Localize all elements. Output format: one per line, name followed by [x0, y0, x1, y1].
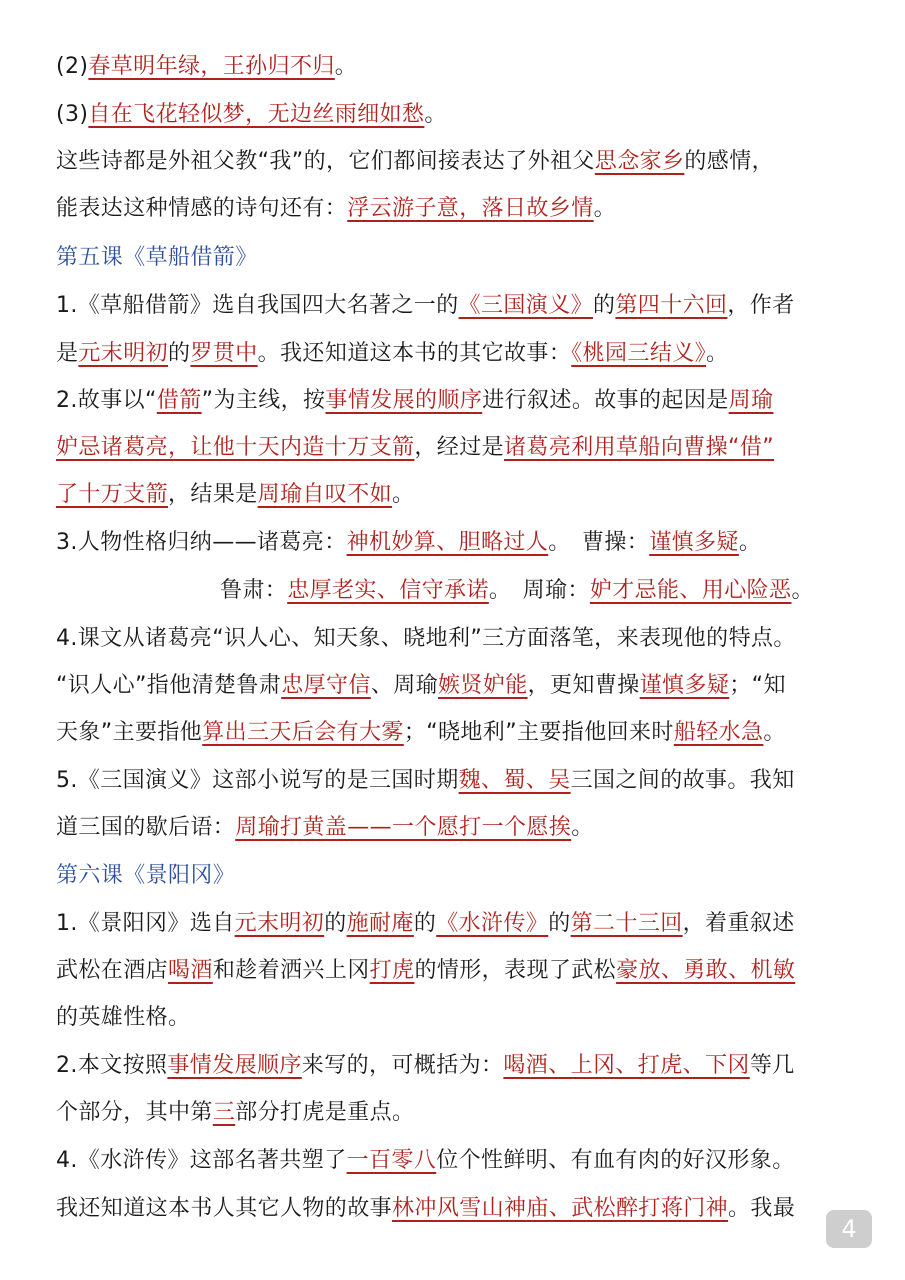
- body-text: 和趁着洒兴上冈: [212, 958, 370, 983]
- body-text: 、周瑜: [370, 673, 439, 698]
- text-line: [56, 52, 357, 82]
- page-number-badge: 4: [826, 1210, 872, 1248]
- body-text: 等几: [749, 1053, 795, 1078]
- body-text: 的: [548, 911, 571, 936]
- answer-text: 林冲风雪山神庙、武松醉打蒋门神: [392, 1196, 729, 1221]
- body-text: 2.故事以“: [56, 388, 157, 413]
- text-line: [56, 1051, 795, 1081]
- body-text: 4.课文从诸葛亮“识人心、知天象、晓地利”三方面落笔，来表现他的特点。: [56, 626, 796, 651]
- body-text: 1.《景阳冈》选自: [56, 911, 235, 936]
- body-text: 。我还知道这本书的其它故事：: [257, 341, 572, 366]
- body-text: (3): [56, 102, 89, 127]
- body-text: 。 曹操：: [548, 530, 650, 555]
- body-text: 。: [593, 196, 617, 221]
- body-text: 5.《三国演义》这部小说写的是三国时期: [56, 768, 459, 793]
- body-text: 的情形，表现了武松: [414, 958, 617, 983]
- text-line: [56, 909, 795, 939]
- body-text: 。: [738, 530, 762, 555]
- text-line: [220, 576, 814, 606]
- text-line: [56, 1194, 795, 1224]
- body-text: 位个性鲜明、有血有肉的好汉形象。: [436, 1148, 795, 1173]
- body-text: 武松在酒店: [56, 958, 169, 983]
- text-line: [56, 624, 796, 654]
- answer-text: 周瑜打黄盖——一个愿打一个愿挨: [235, 815, 572, 840]
- answer-text: 借箭: [156, 388, 202, 413]
- body-text: ，作者: [727, 293, 795, 318]
- body-text: 3.人物性格归纳——诸葛亮：: [56, 530, 347, 555]
- answer-text: 《桃园三结义》: [571, 341, 707, 366]
- text-line: [56, 1098, 414, 1128]
- answer-text: 事情发展顺序: [167, 1053, 302, 1078]
- answer-text: 谨慎多疑: [649, 530, 739, 555]
- answer-text: 春草明年绿，王孙归不归: [88, 54, 335, 79]
- text-line: [56, 194, 616, 224]
- answer-text: 了十万支箭: [56, 482, 169, 507]
- body-text: 。: [334, 54, 358, 79]
- answer-text: 一百零八: [346, 1148, 437, 1173]
- answer-text: 魏、蜀、吴: [458, 768, 571, 793]
- body-text: 个部分，其中第: [56, 1100, 213, 1125]
- body-text: 的: [168, 341, 191, 366]
- text-line: [56, 433, 774, 463]
- answer-text: 思念家乡: [594, 149, 685, 174]
- text-line: [56, 386, 773, 416]
- answer-text: 罗贯中: [190, 341, 258, 366]
- answer-text: 打虎: [369, 958, 415, 983]
- answer-text: 第四十六回: [615, 293, 728, 318]
- body-text: 道三国的歇后语：: [56, 815, 236, 840]
- answer-text: 船轻水急: [673, 720, 764, 745]
- body-text: 三国之间的故事。我知: [570, 768, 795, 793]
- body-text: 。: [706, 341, 729, 366]
- body-text: 4.《水浒传》这部名著共塑了: [56, 1148, 347, 1173]
- answer-text: 三: [212, 1100, 236, 1125]
- body-text: 第五课《草船借箭》: [56, 245, 258, 270]
- text-line: [56, 100, 447, 130]
- answer-text: 周瑜自叹不如: [257, 482, 393, 507]
- body-text: 能表达这种情感的诗句还有：: [56, 196, 348, 221]
- body-text: 来写的，可概括为：: [301, 1053, 504, 1078]
- answer-text: 算出三天后会有大雾: [202, 720, 404, 745]
- answer-text: 忠厚老实、信守承诺: [287, 578, 489, 603]
- body-text: 1.《草船借箭》选自我国四大名著之一的: [56, 293, 459, 318]
- body-text: 我还知道这本书人其它人物的故事: [56, 1196, 393, 1221]
- body-text: 的: [324, 911, 347, 936]
- text-line: [56, 291, 795, 321]
- text-line: [56, 480, 414, 510]
- body-text: (2): [56, 54, 89, 79]
- answer-text: 施耐庵: [346, 911, 414, 936]
- answer-text: 嫉贤妒能: [438, 673, 528, 698]
- answer-text: 忠厚守信: [281, 673, 371, 698]
- text-line: [56, 956, 795, 986]
- answer-text: 自在飞花轻似梦，无边丝雨细如愁: [88, 102, 425, 127]
- text-line: [56, 1003, 190, 1033]
- answer-text: 《水浒传》: [436, 911, 549, 936]
- answer-text: 妒忌诸葛亮，让他十天内造十万支箭: [56, 435, 415, 460]
- body-text: “识人心”指他清楚鲁肃: [56, 673, 282, 698]
- lesson-heading: [56, 861, 235, 891]
- text-line: [56, 147, 774, 177]
- text-line: [56, 528, 761, 558]
- text-line: [56, 1146, 795, 1176]
- body-text: ；“晓地利”主要指他回来时: [403, 720, 674, 745]
- text-line: [56, 813, 594, 843]
- body-text: 第六课《景阳冈》: [56, 863, 236, 888]
- answer-text: 谨慎多疑: [639, 673, 730, 698]
- answer-text: 元末明初: [234, 911, 325, 936]
- body-text: 2.本文按照: [56, 1053, 168, 1078]
- body-text: 。: [571, 815, 594, 840]
- body-text: 的感情，: [684, 149, 775, 174]
- text-line: [56, 671, 786, 701]
- answer-text: 周瑜: [728, 388, 774, 413]
- text-line: [56, 718, 786, 748]
- body-text: 。: [791, 578, 814, 603]
- answer-text: 第二十三回: [570, 911, 683, 936]
- body-text: 。: [763, 720, 786, 745]
- answer-text: 神机妙算、胆略过人: [346, 530, 549, 555]
- body-text: ，结果是: [168, 482, 258, 507]
- body-text: 。: [392, 482, 415, 507]
- answer-text: 《三国演义》: [458, 293, 593, 318]
- body-text: 鲁肃：: [220, 578, 288, 603]
- answer-text: 豪放、勇敢、机敏: [616, 958, 796, 983]
- body-text: 部分打虎是重点。: [235, 1100, 415, 1125]
- body-text: 的: [413, 911, 437, 936]
- body-text: 的英雄性格。: [56, 1005, 191, 1030]
- body-text: ，更知曹操: [527, 673, 640, 698]
- body-text: ，经过是: [414, 435, 505, 460]
- answer-text: 妒才忌能、用心险恶: [589, 578, 792, 603]
- body-text: 进行叙述。故事的起因是: [482, 388, 729, 413]
- body-text: 的: [593, 293, 616, 318]
- answer-text: 喝酒: [168, 958, 213, 983]
- body-text: 。: [424, 102, 447, 127]
- body-text: 。我最: [728, 1196, 796, 1221]
- answer-text: 诸葛亮利用草船向曹操“借”: [504, 435, 775, 460]
- body-text: ，着重叙述: [682, 911, 795, 936]
- answer-text: 喝酒、上冈、打虎、下冈: [503, 1053, 750, 1078]
- body-text: ”为主线，按: [201, 388, 326, 413]
- body-text: ；“知: [729, 673, 786, 698]
- text-line: [56, 766, 795, 796]
- answer-text: 事情发展的顺序: [325, 388, 483, 413]
- body-text: 是: [56, 341, 79, 366]
- lesson-heading: [56, 243, 258, 273]
- text-line: [56, 339, 728, 369]
- answer-text: 元末明初: [78, 341, 169, 366]
- body-text: 。 周瑜：: [488, 578, 590, 603]
- body-text: 天象”主要指他: [56, 720, 203, 745]
- body-text: 这些诗都是外祖父教“我”的，它们都间接表达了外祖父: [56, 149, 595, 174]
- answer-text: 浮云游子意，落日故乡情: [347, 196, 594, 221]
